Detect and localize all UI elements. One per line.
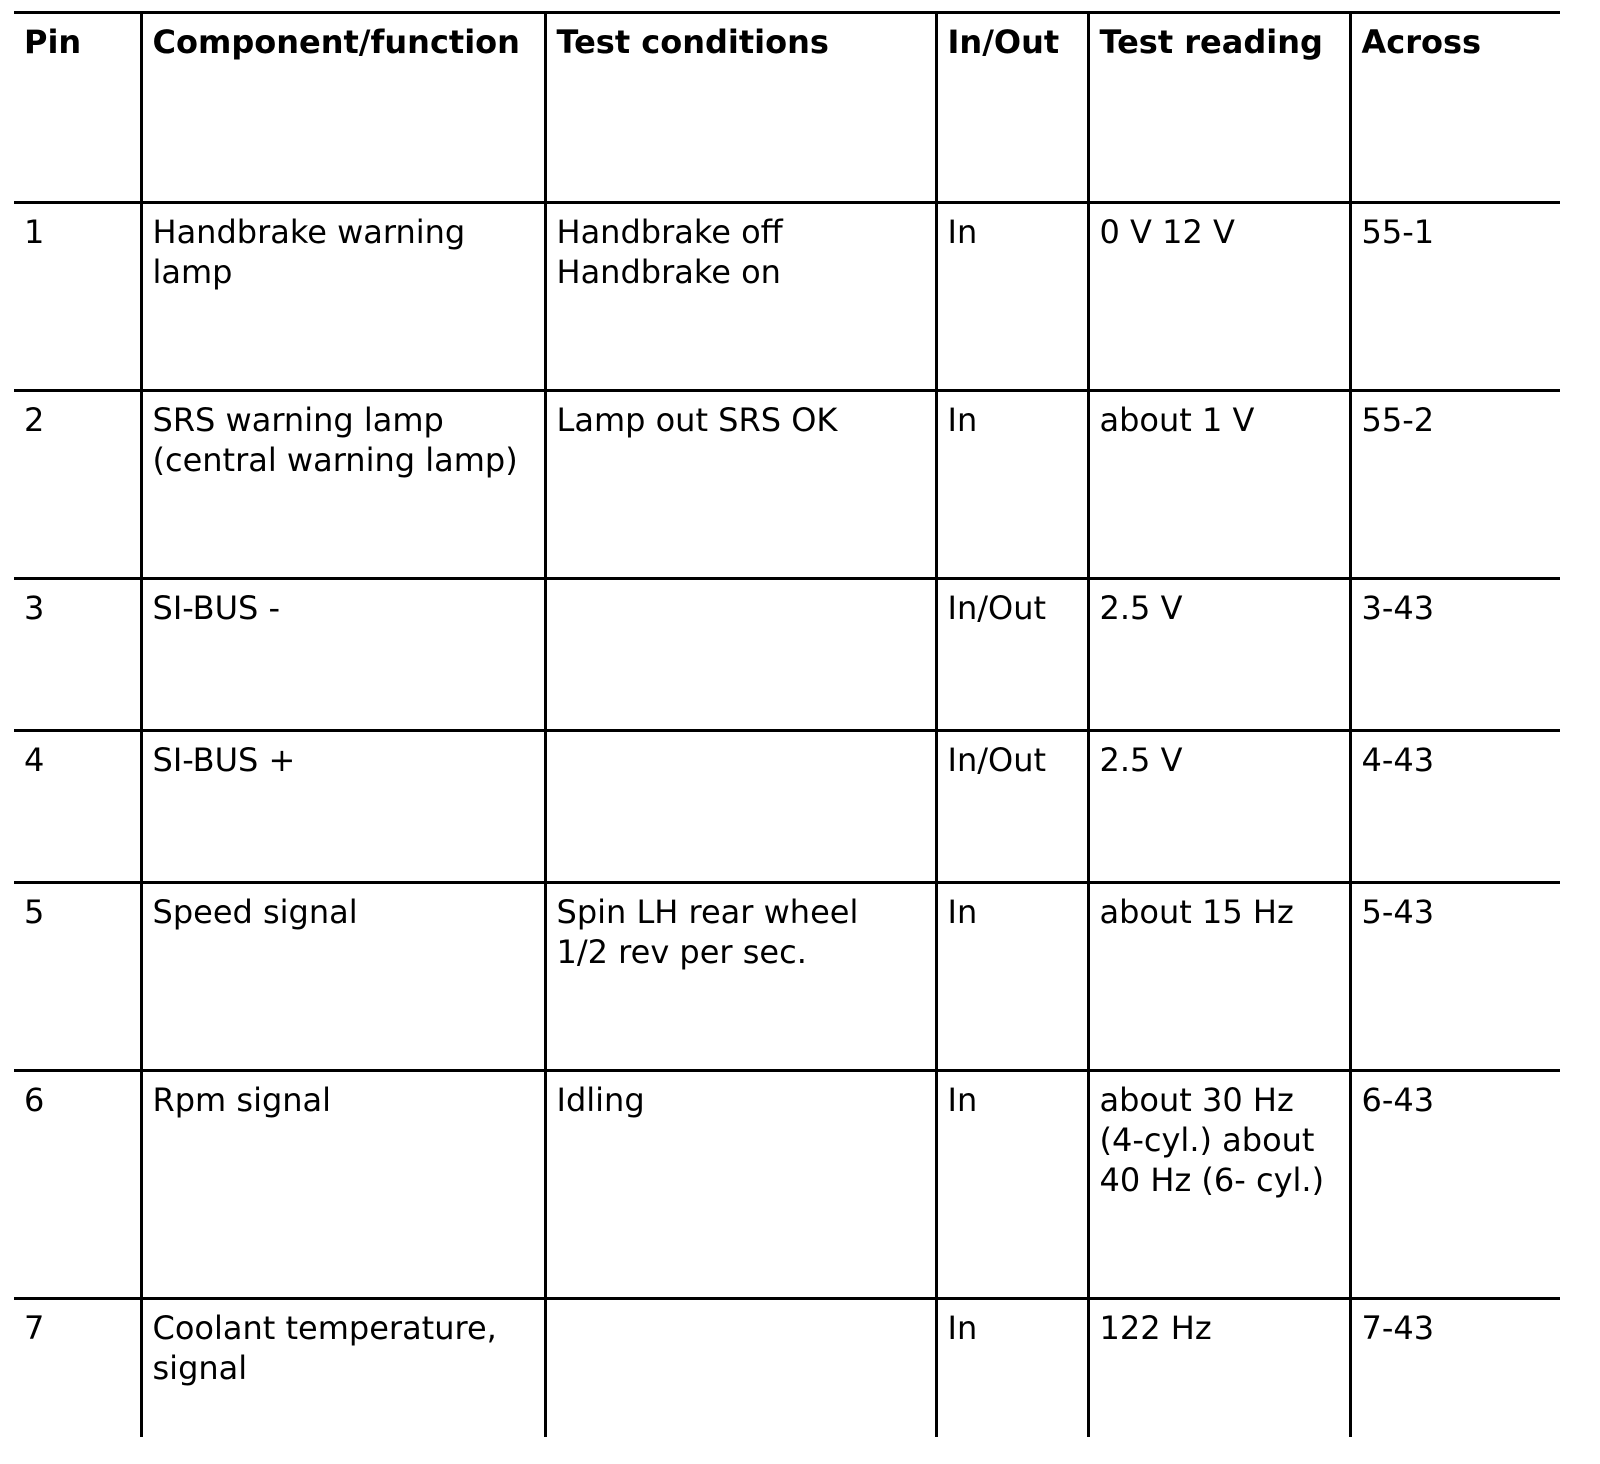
across-cell: 7-43 — [1350, 1299, 1560, 1437]
component-cell: Speed signal — [141, 883, 545, 1071]
across-cell: 3-43 — [1350, 579, 1560, 731]
in-out-cell: In — [936, 391, 1088, 579]
component-cell: SI-BUS + — [141, 731, 545, 883]
pin-cell: 1 — [14, 203, 141, 391]
across-cell: 55-2 — [1350, 391, 1560, 579]
test-conditions-cell — [545, 731, 936, 883]
across-cell: 4-43 — [1350, 731, 1560, 883]
column-header-test-conditions: Test conditions — [545, 13, 936, 203]
pin-cell: 3 — [14, 579, 141, 731]
in-out-cell: In — [936, 883, 1088, 1071]
component-cell: Rpm signal — [141, 1071, 545, 1299]
pin-cell: 7 — [14, 1299, 141, 1437]
pin-cell: 2 — [14, 391, 141, 579]
pin-assignment-table — [14, 11, 1560, 1437]
table-row — [14, 1071, 1560, 1299]
test-reading-cell: 2.5 V — [1088, 579, 1350, 731]
test-reading-cell: 122 Hz — [1088, 1299, 1350, 1437]
pin-cell: 6 — [14, 1071, 141, 1299]
test-conditions-cell: Idling — [545, 1071, 936, 1299]
test-conditions-cell: Lamp out SRS OK — [545, 391, 936, 579]
component-cell: Handbrake warning lamp — [141, 203, 545, 391]
table-row — [14, 579, 1560, 731]
test-conditions-cell: Spin LH rear wheel 1/2 rev per sec. — [545, 883, 936, 1071]
table-row — [14, 1299, 1560, 1437]
column-header-component-function: Component/function — [141, 13, 545, 203]
component-cell: Coolant temperature, signal — [141, 1299, 545, 1437]
test-conditions-cell — [545, 579, 936, 731]
table-row — [14, 731, 1560, 883]
column-header-test-reading: Test reading — [1088, 13, 1350, 203]
table-row — [14, 203, 1560, 391]
in-out-cell: In/Out — [936, 579, 1088, 731]
component-cell: SI-BUS - — [141, 579, 545, 731]
test-reading-cell: about 30 Hz (4-cyl.) about 40 Hz (6- cyl.) — [1088, 1071, 1350, 1299]
across-cell: 5-43 — [1350, 883, 1560, 1071]
table-row — [14, 883, 1560, 1071]
table-header-row — [14, 13, 1560, 203]
across-cell: 55-1 — [1350, 203, 1560, 391]
column-header-pin: Pin — [14, 13, 141, 203]
component-cell: SRS warning lamp (central warning lamp) — [141, 391, 545, 579]
test-reading-cell: 0 V 12 V — [1088, 203, 1350, 391]
in-out-cell: In/Out — [936, 731, 1088, 883]
test-reading-cell: about 1 V — [1088, 391, 1350, 579]
table-row — [14, 391, 1560, 579]
pin-cell: 4 — [14, 731, 141, 883]
across-cell: 6-43 — [1350, 1071, 1560, 1299]
column-header-in-out: In/Out — [936, 13, 1088, 203]
in-out-cell: In — [936, 203, 1088, 391]
test-conditions-cell: Handbrake off Handbrake on — [545, 203, 936, 391]
test-conditions-cell — [545, 1299, 936, 1437]
in-out-cell: In — [936, 1299, 1088, 1437]
column-header-across: Across — [1350, 13, 1560, 203]
pin-cell: 5 — [14, 883, 141, 1071]
in-out-cell: In — [936, 1071, 1088, 1299]
test-reading-cell: about 15 Hz — [1088, 883, 1350, 1071]
test-reading-cell: 2.5 V — [1088, 731, 1350, 883]
